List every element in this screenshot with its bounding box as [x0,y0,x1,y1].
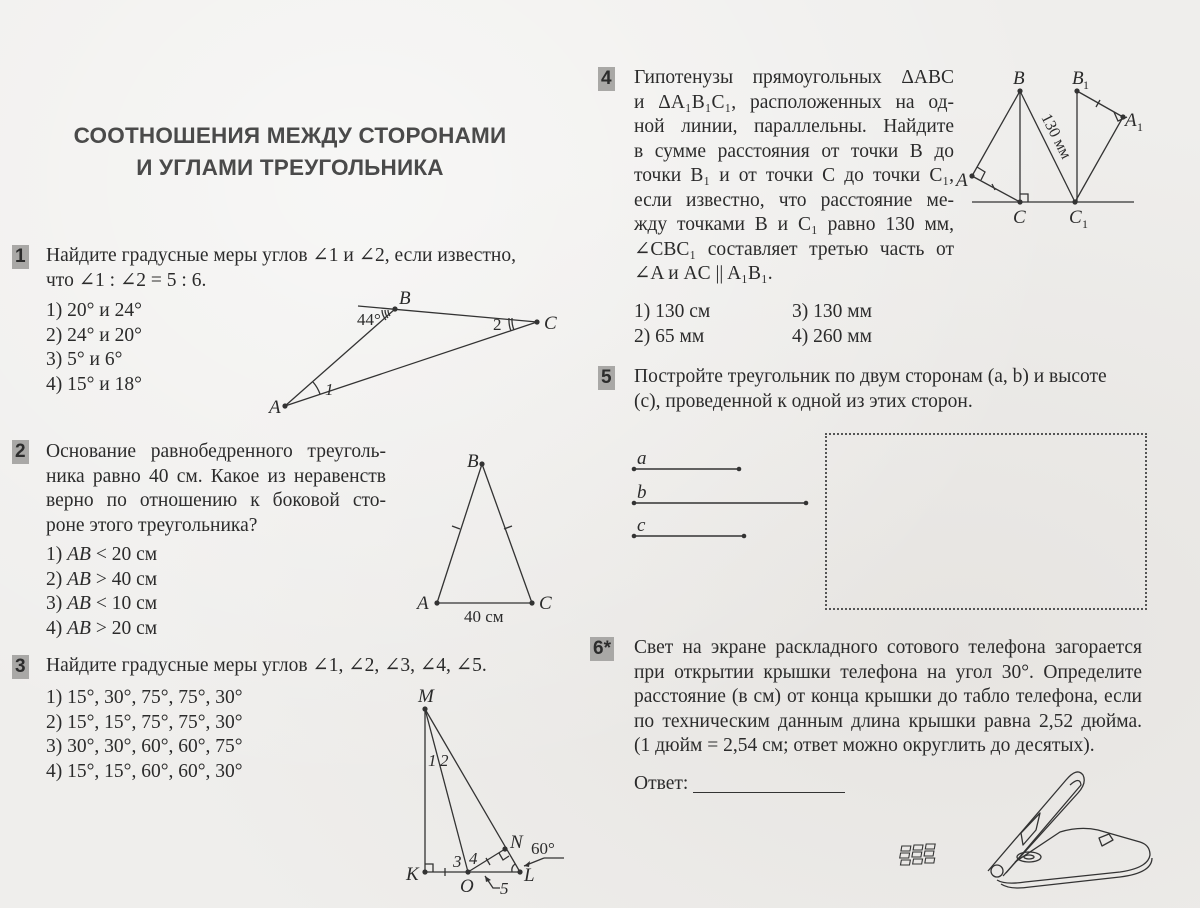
label-c: C [539,593,552,614]
label-o: O [460,876,474,897]
question-4-text-line: точки B₁ и от точки C до точки C₁, [634,165,954,186]
question-4-text-line: ной линии, параллельны. Найдите [634,116,954,137]
answer-option[interactable]: 3) 5° и 6° [46,349,123,370]
question-number-badge: 2 [12,440,29,464]
label-b: B [1013,68,1025,89]
angle-5-label: 5 [500,879,509,898]
question-4-text-line: ∠A и AC || A₁B₁. [634,263,773,284]
angle-3-label: 3 [453,852,462,871]
question-6-text-line: Свет на экране раскладного сотового телефона загорается [634,637,1142,658]
base-length-label: 40 см [464,607,504,626]
question-4-text-line: жду точками B и C₁ равно 130 мм, [634,214,954,235]
question-4-text-line: ∠CBC₁ составляет третью часть от [634,238,954,260]
answer-option[interactable]: 4) 15° и 18° [46,373,142,395]
svg-text:1: 1 [1137,120,1143,134]
question-number-badge: 4 [598,67,615,91]
label-c: C [544,313,557,334]
segment-label-b: b [637,482,647,503]
answer-option[interactable]: 2) AB > 40 см [46,568,158,590]
question-5-text-line-1: Постройте треугольник по двум сторонам (a, b) и высоте [634,366,1107,387]
svg-text:C: C [1069,207,1082,228]
answer-option[interactable]: 2) 24° и 20° [46,324,142,346]
angle-2-label: 2 [493,315,502,334]
question-4-text-line: Гипотенузы прямоугольных ΔABC [634,67,954,88]
answer-label: Ответ: [634,773,689,794]
question-1-text-line-2: что ∠1 : ∠2 = 5 : 6. [46,269,207,291]
question-4-text-line: в сумме расстояния от точки B до [634,140,954,162]
answer-option[interactable]: 3) 130 мм [792,301,872,322]
label-l: L [524,865,535,886]
question-6-text-line: по техническим данным длина крышки равна 2,52 дюйма. [634,710,1142,732]
answer-option[interactable]: 1) AB < 20 см [46,544,158,565]
angle-1-label: 1 [325,380,334,399]
label-a: A [417,593,429,614]
answer-option[interactable]: 1) 130 см [634,301,711,322]
label-a: A [956,170,968,191]
answer-option[interactable]: 3) AB < 10 см [46,593,158,614]
question-1-text-line-1: Найдите градусные меры углов ∠1 и ∠2, если известно, [46,245,516,266]
question-2-text-line: роне этого треугольника? [46,514,258,536]
phone-keypad [900,844,935,865]
page-title-line-2: И УГЛАМИ ТРЕУГОЛЬНИКА [136,155,444,180]
question-2-text-line: верно по отношению к боковой сто- [46,490,386,511]
angle-2-label: 2 [440,751,449,770]
answer-option[interactable]: 2) 65 мм [634,325,705,347]
answer-option[interactable]: 4) AB > 20 см [46,617,158,639]
question-number-badge: 1 [12,245,29,269]
label-b: B [399,288,411,309]
question-6-text-line: при открытии крышки телефона на угол 30°. Определите [634,661,1142,683]
svg-text:1: 1 [1082,217,1088,231]
question-4-text-line: и ΔA₁B₁C₁, расположенных на од- [634,91,954,113]
question-6-text-line: (1 дюйм = 2,54 см; ответ можно округлить до десятых). [634,735,1095,756]
length-130-label: 130 мм [1037,111,1075,162]
question-2-text-line: ника равно 40 см. Какое из неравенств [46,465,386,487]
question-2-text-line: Основание равнобедренного треуголь- [46,441,386,462]
answer-option[interactable]: 3) 30°, 30°, 60°, 60°, 75° [46,736,243,757]
answer-option[interactable]: 1) 20° и 24° [46,300,142,321]
angle-1-label: 1 [428,751,437,770]
answer-option[interactable]: 4) 260 мм [792,325,872,347]
svg-text:A: A [1125,110,1137,131]
label-a: A [269,397,281,418]
segment-label-c: c [637,515,646,536]
angle-b-label: 44° [357,310,381,329]
svg-text:1: 1 [1083,78,1089,92]
question-number-badge: 5 [598,366,615,390]
label-k: K [406,864,419,885]
question-3-text: Найдите градусные меры углов ∠1, ∠2, ∠3, ∠4, ∠5. [46,655,487,676]
segment-label-a: a [637,448,647,469]
question-6-text-line: расстояние (в см) от конца крышки до табло телефона, если [634,686,1142,707]
answer-option[interactable]: 1) 15°, 30°, 75°, 75°, 30° [46,687,243,708]
answer-option[interactable]: 2) 15°, 15°, 75°, 75°, 30° [46,711,243,733]
phone-display [1099,834,1113,846]
label-c: C [1013,207,1026,228]
question-number-badge: 3 [12,655,29,679]
svg-text:B: B [1072,68,1084,89]
phone-hinge [991,865,1003,877]
question-5-text-line-2: (c), проведенной к одной из этих сторон. [634,390,973,412]
label-b: B [467,451,479,472]
label-n: N [510,832,523,853]
label-m: M [418,686,434,707]
angle-4-label: 4 [469,849,478,868]
page-title-line-1: СООТНОШЕНИЯ МЕЖДУ СТОРОНАМИ [73,123,507,148]
question-number-badge: 6* [590,637,614,661]
question-4-text-line: если известно, что расстояние ме- [634,189,954,211]
answer-option[interactable]: 4) 15°, 15°, 60°, 60°, 30° [46,760,243,782]
angle-60-label: 60° [531,839,555,858]
